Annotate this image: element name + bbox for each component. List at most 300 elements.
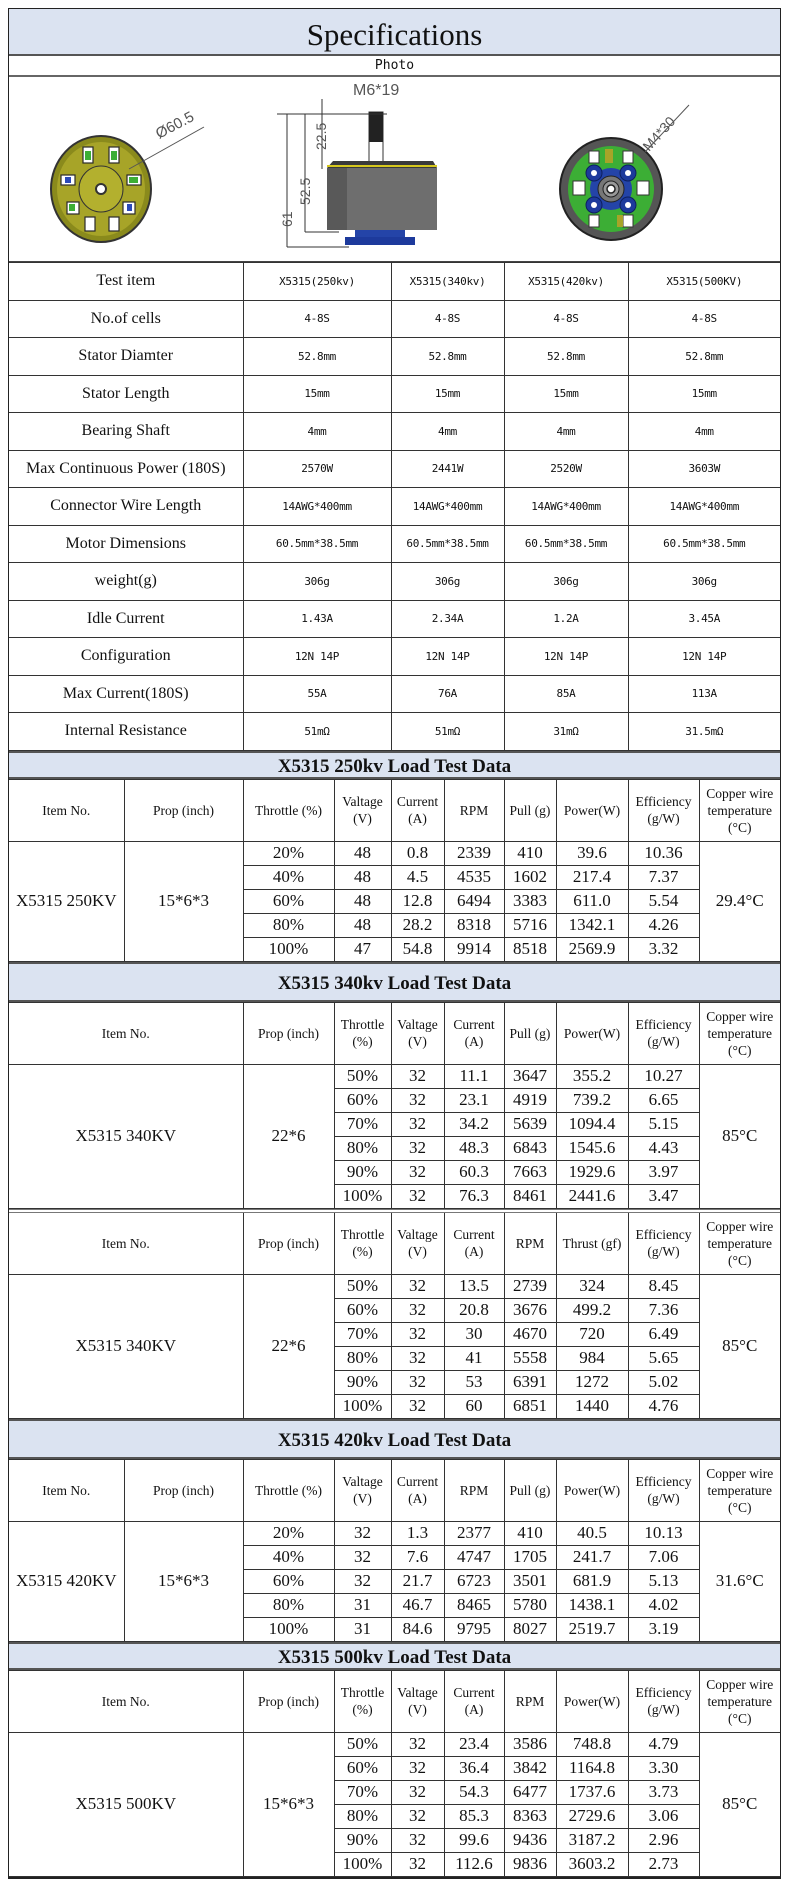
shaft-size-label: M6*19 <box>353 82 400 99</box>
column-header: Throttle (%) <box>243 1459 334 1521</box>
column-header: Efficiency (g/W) <box>628 1211 699 1275</box>
data-cell: 48 <box>334 865 391 889</box>
data-cell: 3187.2 <box>556 1828 628 1852</box>
data-cell: 32 <box>391 1298 444 1322</box>
data-cell: 241.7 <box>556 1545 628 1569</box>
spec-value: 4mm <box>391 413 504 451</box>
data-cell: 40% <box>243 865 334 889</box>
spec-value: 4-8S <box>504 300 628 338</box>
data-cell: 7.06 <box>628 1545 699 1569</box>
data-cell: 984 <box>556 1346 628 1370</box>
temperature-cell: 85°C <box>699 1732 780 1876</box>
prop-cell: 22*6 <box>243 1064 334 1208</box>
data-cell: 32 <box>391 1346 444 1370</box>
data-cell: 47 <box>334 937 391 961</box>
data-cell: 1737.6 <box>556 1780 628 1804</box>
data-cell: 32 <box>334 1569 391 1593</box>
screw-size-label: M4*30 <box>639 113 679 155</box>
data-cell: 32 <box>391 1274 444 1298</box>
data-cell: 54.8 <box>391 937 444 961</box>
data-cell: 8465 <box>444 1593 504 1617</box>
data-cell: 48 <box>334 841 391 865</box>
temperature-cell: 29.4°C <box>699 841 780 961</box>
column-header: Item No. <box>9 1002 243 1064</box>
data-cell: 1.3 <box>391 1521 444 1545</box>
data-cell: 9436 <box>504 1828 556 1852</box>
spec-row-label: Max Continuous Power (180S) <box>9 450 243 488</box>
section-title-500kv: X5315 500kv Load Test Data <box>9 1642 780 1670</box>
data-cell: 32 <box>391 1112 444 1136</box>
data-cell: 20% <box>243 841 334 865</box>
data-cell: 32 <box>391 1088 444 1112</box>
data-cell: 12.8 <box>391 889 444 913</box>
data-cell: 32 <box>391 1184 444 1208</box>
data-cell: 5716 <box>504 913 556 937</box>
data-cell: 48 <box>334 913 391 937</box>
data-cell: 80% <box>334 1136 391 1160</box>
spec-value: 52.8mm <box>243 338 391 376</box>
data-cell: 5.65 <box>628 1346 699 1370</box>
table-row <box>9 1064 780 1088</box>
column-header: Efficiency (g/W) <box>628 779 699 841</box>
data-cell: 6477 <box>504 1780 556 1804</box>
data-cell: 21.7 <box>391 1569 444 1593</box>
data-cell: 100% <box>334 1394 391 1418</box>
page-title: Specifications <box>9 9 780 56</box>
data-cell: 48 <box>334 889 391 913</box>
column-header: Prop (inch) <box>243 1002 334 1064</box>
data-cell: 76.3 <box>444 1184 504 1208</box>
data-cell: 739.2 <box>556 1088 628 1112</box>
spec-value: 31mΩ <box>504 713 628 751</box>
data-cell: 4.02 <box>628 1593 699 1617</box>
prop-cell: 15*6*3 <box>124 841 243 961</box>
temperature-cell: 85°C <box>699 1274 780 1418</box>
column-header: RPM <box>504 1211 556 1275</box>
data-cell: 23.1 <box>444 1088 504 1112</box>
data-cell: 5558 <box>504 1346 556 1370</box>
data-cell: 3676 <box>504 1298 556 1322</box>
column-header: Copper wire temperature (°C) <box>699 1459 780 1521</box>
spec-value: 12N 14P <box>243 638 391 676</box>
data-cell: 30 <box>444 1322 504 1346</box>
data-cell: 5.13 <box>628 1569 699 1593</box>
column-header: Item No. <box>9 1211 243 1275</box>
spec-header-label: Test item <box>9 263 243 301</box>
data-cell: 1929.6 <box>556 1160 628 1184</box>
spec-row <box>9 450 780 488</box>
temperature-cell: 31.6°C <box>699 1521 780 1641</box>
column-header: Throttle (%) <box>334 1211 391 1275</box>
spec-row <box>9 375 780 413</box>
data-cell: 31 <box>334 1593 391 1617</box>
spec-row-label: Bearing Shaft <box>9 413 243 451</box>
data-cell: 32 <box>391 1370 444 1394</box>
item-number-cell: X5315 340KV <box>9 1274 243 1418</box>
data-cell: 1438.1 <box>556 1593 628 1617</box>
column-header: Pull (g) <box>504 779 556 841</box>
column-header: Current (A) <box>444 1670 504 1732</box>
spec-value: 52.8mm <box>391 338 504 376</box>
data-cell: 23.4 <box>444 1732 504 1756</box>
column-header: Current (A) <box>391 779 444 841</box>
data-cell: 1272 <box>556 1370 628 1394</box>
data-cell: 39.6 <box>556 841 628 865</box>
spec-value: 12N 14P <box>504 638 628 676</box>
spec-value: 306g <box>628 563 780 601</box>
data-cell: 3.47 <box>628 1184 699 1208</box>
spec-row-label: Stator Diamter <box>9 338 243 376</box>
data-cell: 1164.8 <box>556 1756 628 1780</box>
spec-value: 60.5mm*38.5mm <box>504 525 628 563</box>
column-header: Power(W) <box>556 1459 628 1521</box>
data-cell: 324 <box>556 1274 628 1298</box>
data-cell: 410 <box>504 1521 556 1545</box>
data-cell: 50% <box>334 1274 391 1298</box>
column-header: Throttle (%) <box>334 1670 391 1732</box>
spec-row <box>9 638 780 676</box>
motor-front-view-image <box>51 127 204 242</box>
spec-model-header: X5315(420kv) <box>504 263 628 301</box>
data-cell: 3842 <box>504 1756 556 1780</box>
data-cell: 50% <box>334 1732 391 1756</box>
data-cell: 8461 <box>504 1184 556 1208</box>
spec-model-header: X5315(250kv) <box>243 263 391 301</box>
data-cell: 4919 <box>504 1088 556 1112</box>
spec-value: 15mm <box>391 375 504 413</box>
data-cell: 99.6 <box>444 1828 504 1852</box>
data-cell: 5.02 <box>628 1370 699 1394</box>
data-cell: 100% <box>243 937 334 961</box>
spec-row-label: Stator Length <box>9 375 243 413</box>
data-cell: 60% <box>334 1298 391 1322</box>
data-cell: 48.3 <box>444 1136 504 1160</box>
data-cell: 2739 <box>504 1274 556 1298</box>
data-cell: 20.8 <box>444 1298 504 1322</box>
column-header: Item No. <box>9 1670 243 1732</box>
spec-value: 15mm <box>628 375 780 413</box>
data-cell: 3603.2 <box>556 1852 628 1876</box>
data-cell: 80% <box>243 1593 334 1617</box>
data-cell: 80% <box>334 1346 391 1370</box>
spec-value: 3.45A <box>628 600 780 638</box>
prop-cell: 15*6*3 <box>243 1732 334 1876</box>
data-cell: 32 <box>391 1136 444 1160</box>
column-header: Valtage (V) <box>334 1459 391 1521</box>
spec-row <box>9 300 780 338</box>
section-title-250kv: X5315 250kv Load Test Data <box>9 751 780 779</box>
column-header: Efficiency (g/W) <box>628 1459 699 1521</box>
data-cell: 3383 <box>504 889 556 913</box>
data-cell: 720 <box>556 1322 628 1346</box>
data-cell: 32 <box>391 1828 444 1852</box>
data-cell: 9836 <box>504 1852 556 1876</box>
column-header: Current (A) <box>391 1459 444 1521</box>
spec-table <box>9 262 780 751</box>
data-cell: 2377 <box>444 1521 504 1545</box>
spec-value: 1.2A <box>504 600 628 638</box>
column-header: Prop (inch) <box>124 779 243 841</box>
column-header: Copper wire temperature (°C) <box>699 1670 780 1732</box>
data-cell: 6723 <box>444 1569 504 1593</box>
data-cell: 0.8 <box>391 841 444 865</box>
data-cell: 54.3 <box>444 1780 504 1804</box>
column-header: Valtage (V) <box>391 1211 444 1275</box>
data-cell: 3.30 <box>628 1756 699 1780</box>
column-header: Efficiency (g/W) <box>628 1670 699 1732</box>
data-cell: 499.2 <box>556 1298 628 1322</box>
load-table-250kv <box>9 779 780 962</box>
column-header: RPM <box>444 1459 504 1521</box>
column-header: Current (A) <box>444 1002 504 1064</box>
spec-value: 60.5mm*38.5mm <box>391 525 504 563</box>
data-cell: 5780 <box>504 1593 556 1617</box>
data-cell: 13.5 <box>444 1274 504 1298</box>
spec-value: 52.8mm <box>628 338 780 376</box>
column-header: Item No. <box>9 779 124 841</box>
data-cell: 60% <box>243 889 334 913</box>
data-cell: 1342.1 <box>556 913 628 937</box>
spec-row <box>9 525 780 563</box>
load-header-row <box>9 1211 780 1275</box>
table-row <box>9 1732 780 1756</box>
data-cell: 2569.9 <box>556 937 628 961</box>
data-cell: 84.6 <box>391 1617 444 1641</box>
spec-value: 14AWG*400mm <box>504 488 628 526</box>
data-cell: 5.15 <box>628 1112 699 1136</box>
data-cell: 2339 <box>444 841 504 865</box>
data-cell: 2519.7 <box>556 1617 628 1641</box>
prop-cell: 22*6 <box>243 1274 334 1418</box>
spec-row <box>9 338 780 376</box>
data-cell: 2.73 <box>628 1852 699 1876</box>
spec-value: 4mm <box>628 413 780 451</box>
spec-value: 15mm <box>504 375 628 413</box>
data-cell: 8027 <box>504 1617 556 1641</box>
spec-model-header: X5315(340kv) <box>391 263 504 301</box>
data-cell: 8.45 <box>628 1274 699 1298</box>
data-cell: 32 <box>334 1545 391 1569</box>
data-cell: 8318 <box>444 913 504 937</box>
column-header: Current (A) <box>444 1211 504 1275</box>
item-number-cell: X5315 420KV <box>9 1521 124 1641</box>
data-cell: 4.43 <box>628 1136 699 1160</box>
data-cell: 10.36 <box>628 841 699 865</box>
spec-row-label: Configuration <box>9 638 243 676</box>
data-cell: 1602 <box>504 865 556 889</box>
data-cell: 3.32 <box>628 937 699 961</box>
data-cell: 32 <box>334 1521 391 1545</box>
column-header: Valtage (V) <box>391 1002 444 1064</box>
motor-side-view-image <box>277 99 437 247</box>
spec-value: 4-8S <box>243 300 391 338</box>
prop-cell: 15*6*3 <box>124 1521 243 1641</box>
spec-value: 60.5mm*38.5mm <box>628 525 780 563</box>
data-cell: 6391 <box>504 1370 556 1394</box>
spec-row-label: Motor Dimensions <box>9 525 243 563</box>
data-cell: 36.4 <box>444 1756 504 1780</box>
shaft-length-label: 22.5 <box>313 122 329 150</box>
data-cell: 100% <box>334 1852 391 1876</box>
data-cell: 3501 <box>504 1569 556 1593</box>
data-cell: 611.0 <box>556 889 628 913</box>
data-cell: 100% <box>334 1184 391 1208</box>
column-header: Pull (g) <box>504 1002 556 1064</box>
data-cell: 217.4 <box>556 865 628 889</box>
data-cell: 1440 <box>556 1394 628 1418</box>
data-cell: 60.3 <box>444 1160 504 1184</box>
data-cell: 6.49 <box>628 1322 699 1346</box>
photo-area <box>9 77 780 262</box>
front-diameter-label: Ø60.5 <box>152 108 197 143</box>
data-cell: 4535 <box>444 865 504 889</box>
data-cell: 32 <box>391 1756 444 1780</box>
spec-value: 76A <box>391 675 504 713</box>
data-cell: 748.8 <box>556 1732 628 1756</box>
motor-drawings <box>9 77 780 262</box>
data-cell: 8363 <box>504 1804 556 1828</box>
spec-row <box>9 563 780 601</box>
data-cell: 60% <box>334 1756 391 1780</box>
data-cell: 32 <box>391 1394 444 1418</box>
data-cell: 3.73 <box>628 1780 699 1804</box>
column-header: Efficiency (g/W) <box>628 1002 699 1064</box>
spec-row <box>9 713 780 751</box>
data-cell: 85.3 <box>444 1804 504 1828</box>
data-cell: 4670 <box>504 1322 556 1346</box>
data-cell: 7.6 <box>391 1545 444 1569</box>
column-header: Copper wire temperature (°C) <box>699 779 780 841</box>
column-header: Power(W) <box>556 1002 628 1064</box>
spec-value: 3603W <box>628 450 780 488</box>
column-header: Pull (g) <box>504 1459 556 1521</box>
column-header: Valtage (V) <box>391 1670 444 1732</box>
data-cell: 100% <box>243 1617 334 1641</box>
data-cell: 50% <box>334 1064 391 1088</box>
spec-row <box>9 675 780 713</box>
data-cell: 32 <box>391 1322 444 1346</box>
spec-value: 12N 14P <box>391 638 504 676</box>
body-height-label: 52.5 <box>297 177 313 205</box>
data-cell: 60% <box>334 1088 391 1112</box>
item-number-cell: X5315 340KV <box>9 1064 243 1208</box>
data-cell: 1705 <box>504 1545 556 1569</box>
item-number-cell: X5315 500KV <box>9 1732 243 1876</box>
data-cell: 32 <box>391 1852 444 1876</box>
data-cell: 6494 <box>444 889 504 913</box>
spec-value: 4mm <box>504 413 628 451</box>
spec-value: 51mΩ <box>391 713 504 751</box>
data-cell: 3.06 <box>628 1804 699 1828</box>
data-cell: 2441.6 <box>556 1184 628 1208</box>
data-cell: 20% <box>243 1521 334 1545</box>
column-header: Prop (inch) <box>243 1670 334 1732</box>
column-header: Power(W) <box>556 779 628 841</box>
data-cell: 7.36 <box>628 1298 699 1322</box>
table-row <box>9 841 780 865</box>
data-cell: 90% <box>334 1828 391 1852</box>
total-height-label: 61 <box>279 211 295 227</box>
data-cell: 4.79 <box>628 1732 699 1756</box>
data-cell: 5639 <box>504 1112 556 1136</box>
spec-value: 14AWG*400mm <box>628 488 780 526</box>
spec-value: 306g <box>504 563 628 601</box>
section-title-340kv: X5315 340kv Load Test Data <box>9 962 780 1002</box>
data-cell: 40% <box>243 1545 334 1569</box>
spec-sheet <box>8 8 781 1879</box>
spec-model-header: X5315(500KV) <box>628 263 780 301</box>
data-cell: 32 <box>391 1160 444 1184</box>
data-cell: 3647 <box>504 1064 556 1088</box>
spec-row <box>9 600 780 638</box>
data-cell: 112.6 <box>444 1852 504 1876</box>
spec-value: 2441W <box>391 450 504 488</box>
data-cell: 53 <box>444 1370 504 1394</box>
spec-value: 14AWG*400mm <box>243 488 391 526</box>
section-title-420kv: X5315 420kv Load Test Data <box>9 1419 780 1459</box>
data-cell: 10.13 <box>628 1521 699 1545</box>
spec-value: 113A <box>628 675 780 713</box>
temperature-cell: 85°C <box>699 1064 780 1208</box>
data-cell: 4.5 <box>391 865 444 889</box>
data-cell: 41 <box>444 1346 504 1370</box>
spec-row <box>9 413 780 451</box>
data-cell: 34.2 <box>444 1112 504 1136</box>
column-header: RPM <box>504 1670 556 1732</box>
data-cell: 681.9 <box>556 1569 628 1593</box>
data-cell: 80% <box>243 913 334 937</box>
spec-row-label: Connector Wire Length <box>9 488 243 526</box>
spec-value: 55A <box>243 675 391 713</box>
data-cell: 9795 <box>444 1617 504 1641</box>
data-cell: 6.65 <box>628 1088 699 1112</box>
spec-value: 2520W <box>504 450 628 488</box>
data-cell: 2729.6 <box>556 1804 628 1828</box>
data-cell: 410 <box>504 841 556 865</box>
spec-header-row <box>9 263 780 301</box>
spec-value: 306g <box>243 563 391 601</box>
spec-value: 60.5mm*38.5mm <box>243 525 391 563</box>
spec-value: 52.8mm <box>504 338 628 376</box>
column-header: Thrust (gf) <box>556 1211 628 1275</box>
column-header: RPM <box>444 779 504 841</box>
table-row <box>9 1274 780 1298</box>
spec-value: 85A <box>504 675 628 713</box>
data-cell: 3.97 <box>628 1160 699 1184</box>
load-table-340kv-thrust <box>9 1209 780 1419</box>
load-table-420kv <box>9 1459 780 1642</box>
spec-value: 15mm <box>243 375 391 413</box>
column-header: Copper wire temperature (°C) <box>699 1002 780 1064</box>
data-cell: 11.1 <box>444 1064 504 1088</box>
spec-value: 31.5mΩ <box>628 713 780 751</box>
data-cell: 4.26 <box>628 913 699 937</box>
data-cell: 70% <box>334 1780 391 1804</box>
spec-row <box>9 488 780 526</box>
data-cell: 7663 <box>504 1160 556 1184</box>
data-cell: 6843 <box>504 1136 556 1160</box>
column-header: Valtage (V) <box>334 779 391 841</box>
data-cell: 4747 <box>444 1545 504 1569</box>
spec-row-label: weight(g) <box>9 563 243 601</box>
data-cell: 2.96 <box>628 1828 699 1852</box>
spec-value: 51mΩ <box>243 713 391 751</box>
data-cell: 32 <box>391 1064 444 1088</box>
spec-row-label: No.of cells <box>9 300 243 338</box>
data-cell: 70% <box>334 1112 391 1136</box>
column-header: Throttle (%) <box>243 779 334 841</box>
load-header-row <box>9 779 780 841</box>
